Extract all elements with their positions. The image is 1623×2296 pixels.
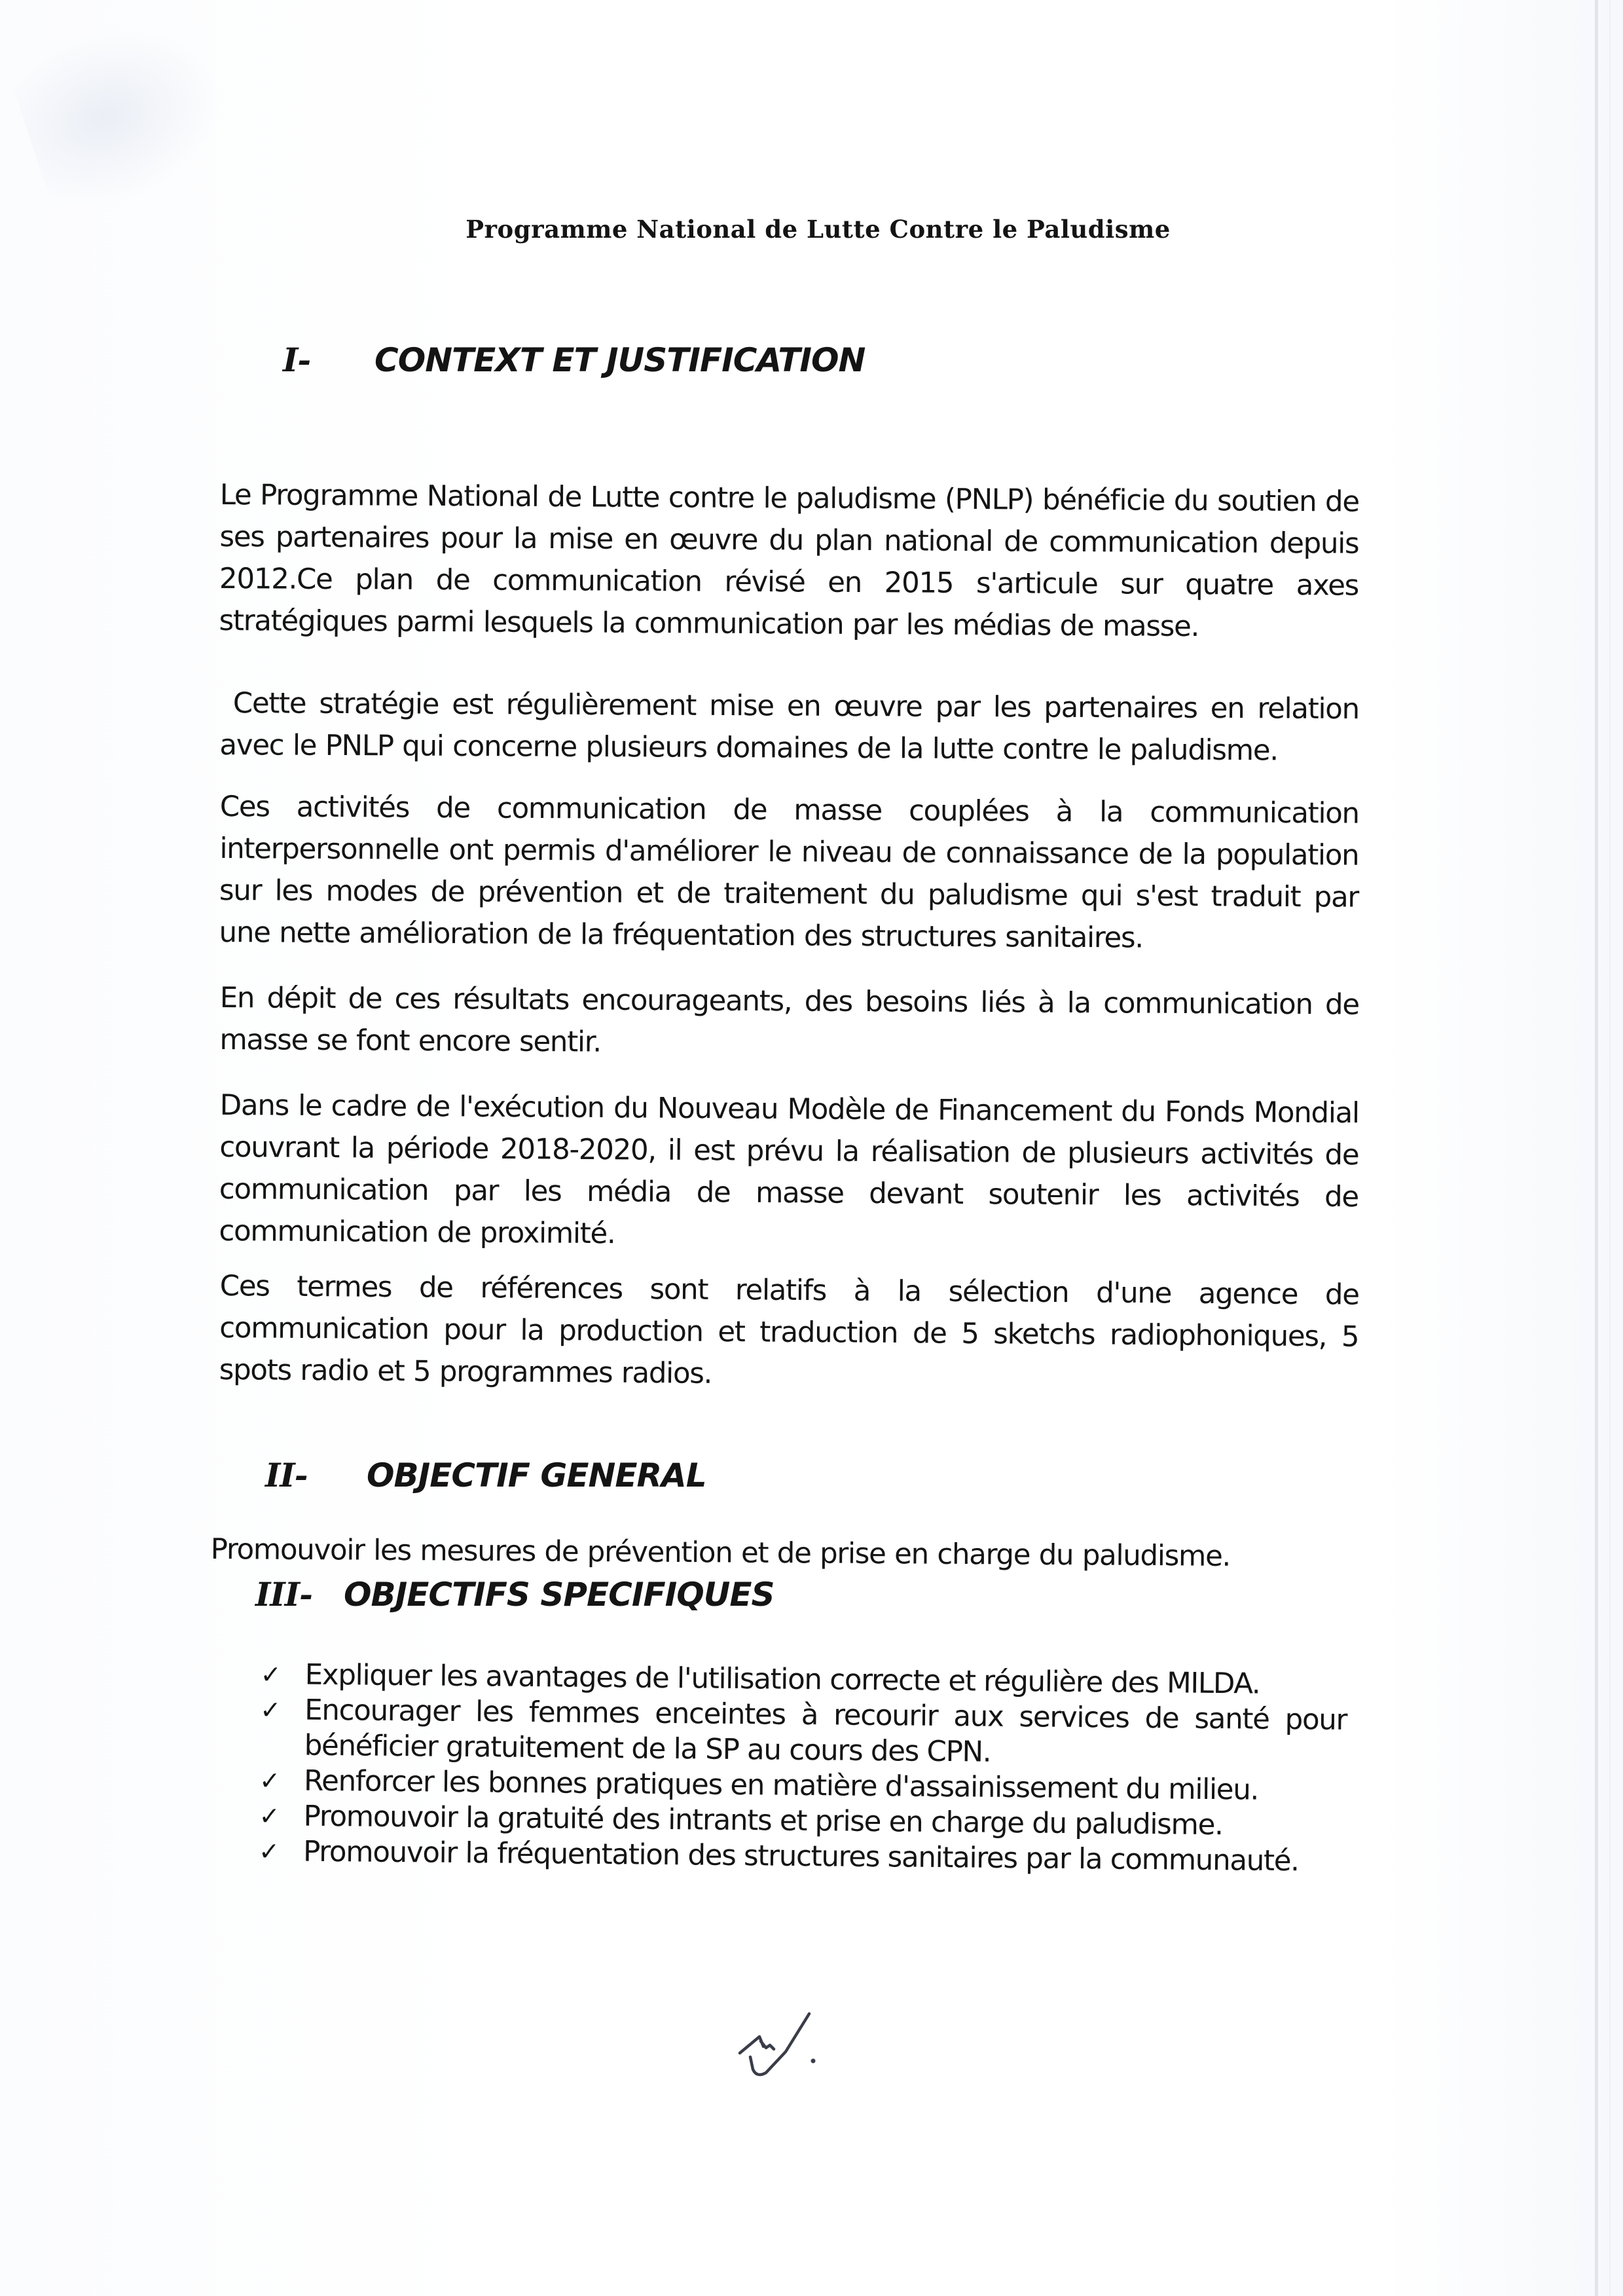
section-heading-objectifs-specifiques <box>255 1575 775 1614</box>
paragraph: Cette stratégie est régulièrement mise en œuvre par les partenaires en relation avec le PNLP qui concerne plusieurs domaines de la lutte contre le paludisme. <box>219 686 1368 767</box>
signature-dot <box>811 2059 816 2064</box>
list-item-text: Expliquer les avantages de l'utilisation correcte et régulière des MILDA. <box>304 1658 1260 1701</box>
paragraph: Ces termes de références sont relatifs à la sélection d'une agence de communication pour la production et traduction de 5 sketchs radiophoniques, 5 spots radio et 5 programmes radios. <box>219 1269 1359 1390</box>
section-heading-context <box>283 341 865 379</box>
list-item-text: Promouvoir la fréquentation des structures sanitaires par la communauté. <box>302 1835 1299 1878</box>
paragraph: Ces activités de communication de masse couplées à la communication interpersonnelle ont permis d'améliorer le niveau de connaissance de la population sur les modes de prévention et de traitement du paludisme qui s'est traduit par une nette amélioration de la fréquentation des structures sanitaires. <box>219 790 1359 955</box>
scan-edge-line <box>1595 0 1598 2296</box>
scan-artifact <box>5 0 244 223</box>
paragraph: En dépit de ces résultats encourageants, des besoins liés à la communication de masse se font encore sentir. <box>219 981 1359 1059</box>
objectives-list <box>259 1657 1347 1879</box>
list-item-text: Promouvoir la gratuité des intrants et prise en charge du paludisme. <box>303 1800 1223 1842</box>
signature-initials <box>727 2001 831 2092</box>
paragraph: Promouvoir les mesures de prévention et de prise en charge du paludisme. <box>210 1532 1231 1573</box>
section-title: OBJECTIF GENERAL <box>367 1456 706 1494</box>
section-heading-objectif-general <box>265 1456 706 1494</box>
section-number: II- <box>265 1456 308 1494</box>
section-title: CONTEXT ET JUSTIFICATION <box>374 341 866 379</box>
list-item-text: Encourager les femmes enceintes à recourir aux services de santé pour bénéficier gratuitement de la SP au cours des CPN. <box>304 1694 1347 1769</box>
checkmark-icon: ✓ <box>259 1801 280 1831</box>
section-number: III- <box>255 1575 312 1614</box>
paragraph: Le Programme National de Lutte contre le paludisme (PNLP) bénéficie du soutien de ses partenaires pour la mise en œuvre du plan national de communication depuis 2012.Ce plan de communication révisé en 2015 s'articule sur quatre axes stratégiques parmi lesquels la communication par les médias de masse. <box>219 478 1359 643</box>
section-number: I- <box>283 341 311 379</box>
list-item <box>259 1692 1347 1773</box>
section-title: OBJECTIFS SPECIFIQUES <box>344 1576 775 1614</box>
checkmark-icon: ✓ <box>260 1695 280 1725</box>
scan-edge-line <box>1609 0 1611 2296</box>
signature-stroke <box>740 2014 809 2075</box>
checkmark-icon: ✓ <box>260 1659 281 1690</box>
paragraph: Dans le cadre de l'exécution du Nouveau Modèle de Financement du Fonds Mondial couvrant la période 2018-2020, il est prévu la réalisation de plusieurs activités de communication par les média de masse devant soutenir les activités de communication de proximité. <box>219 1088 1359 1250</box>
checkmark-icon: ✓ <box>259 1766 280 1796</box>
document-header: Programme National de Lutte Contre le Paludisme <box>465 215 1171 244</box>
list-item-text: Renforcer les bonnes pratiques en matière d'assainissement du milieu. <box>303 1764 1259 1807</box>
checkmark-icon: ✓ <box>258 1836 279 1866</box>
